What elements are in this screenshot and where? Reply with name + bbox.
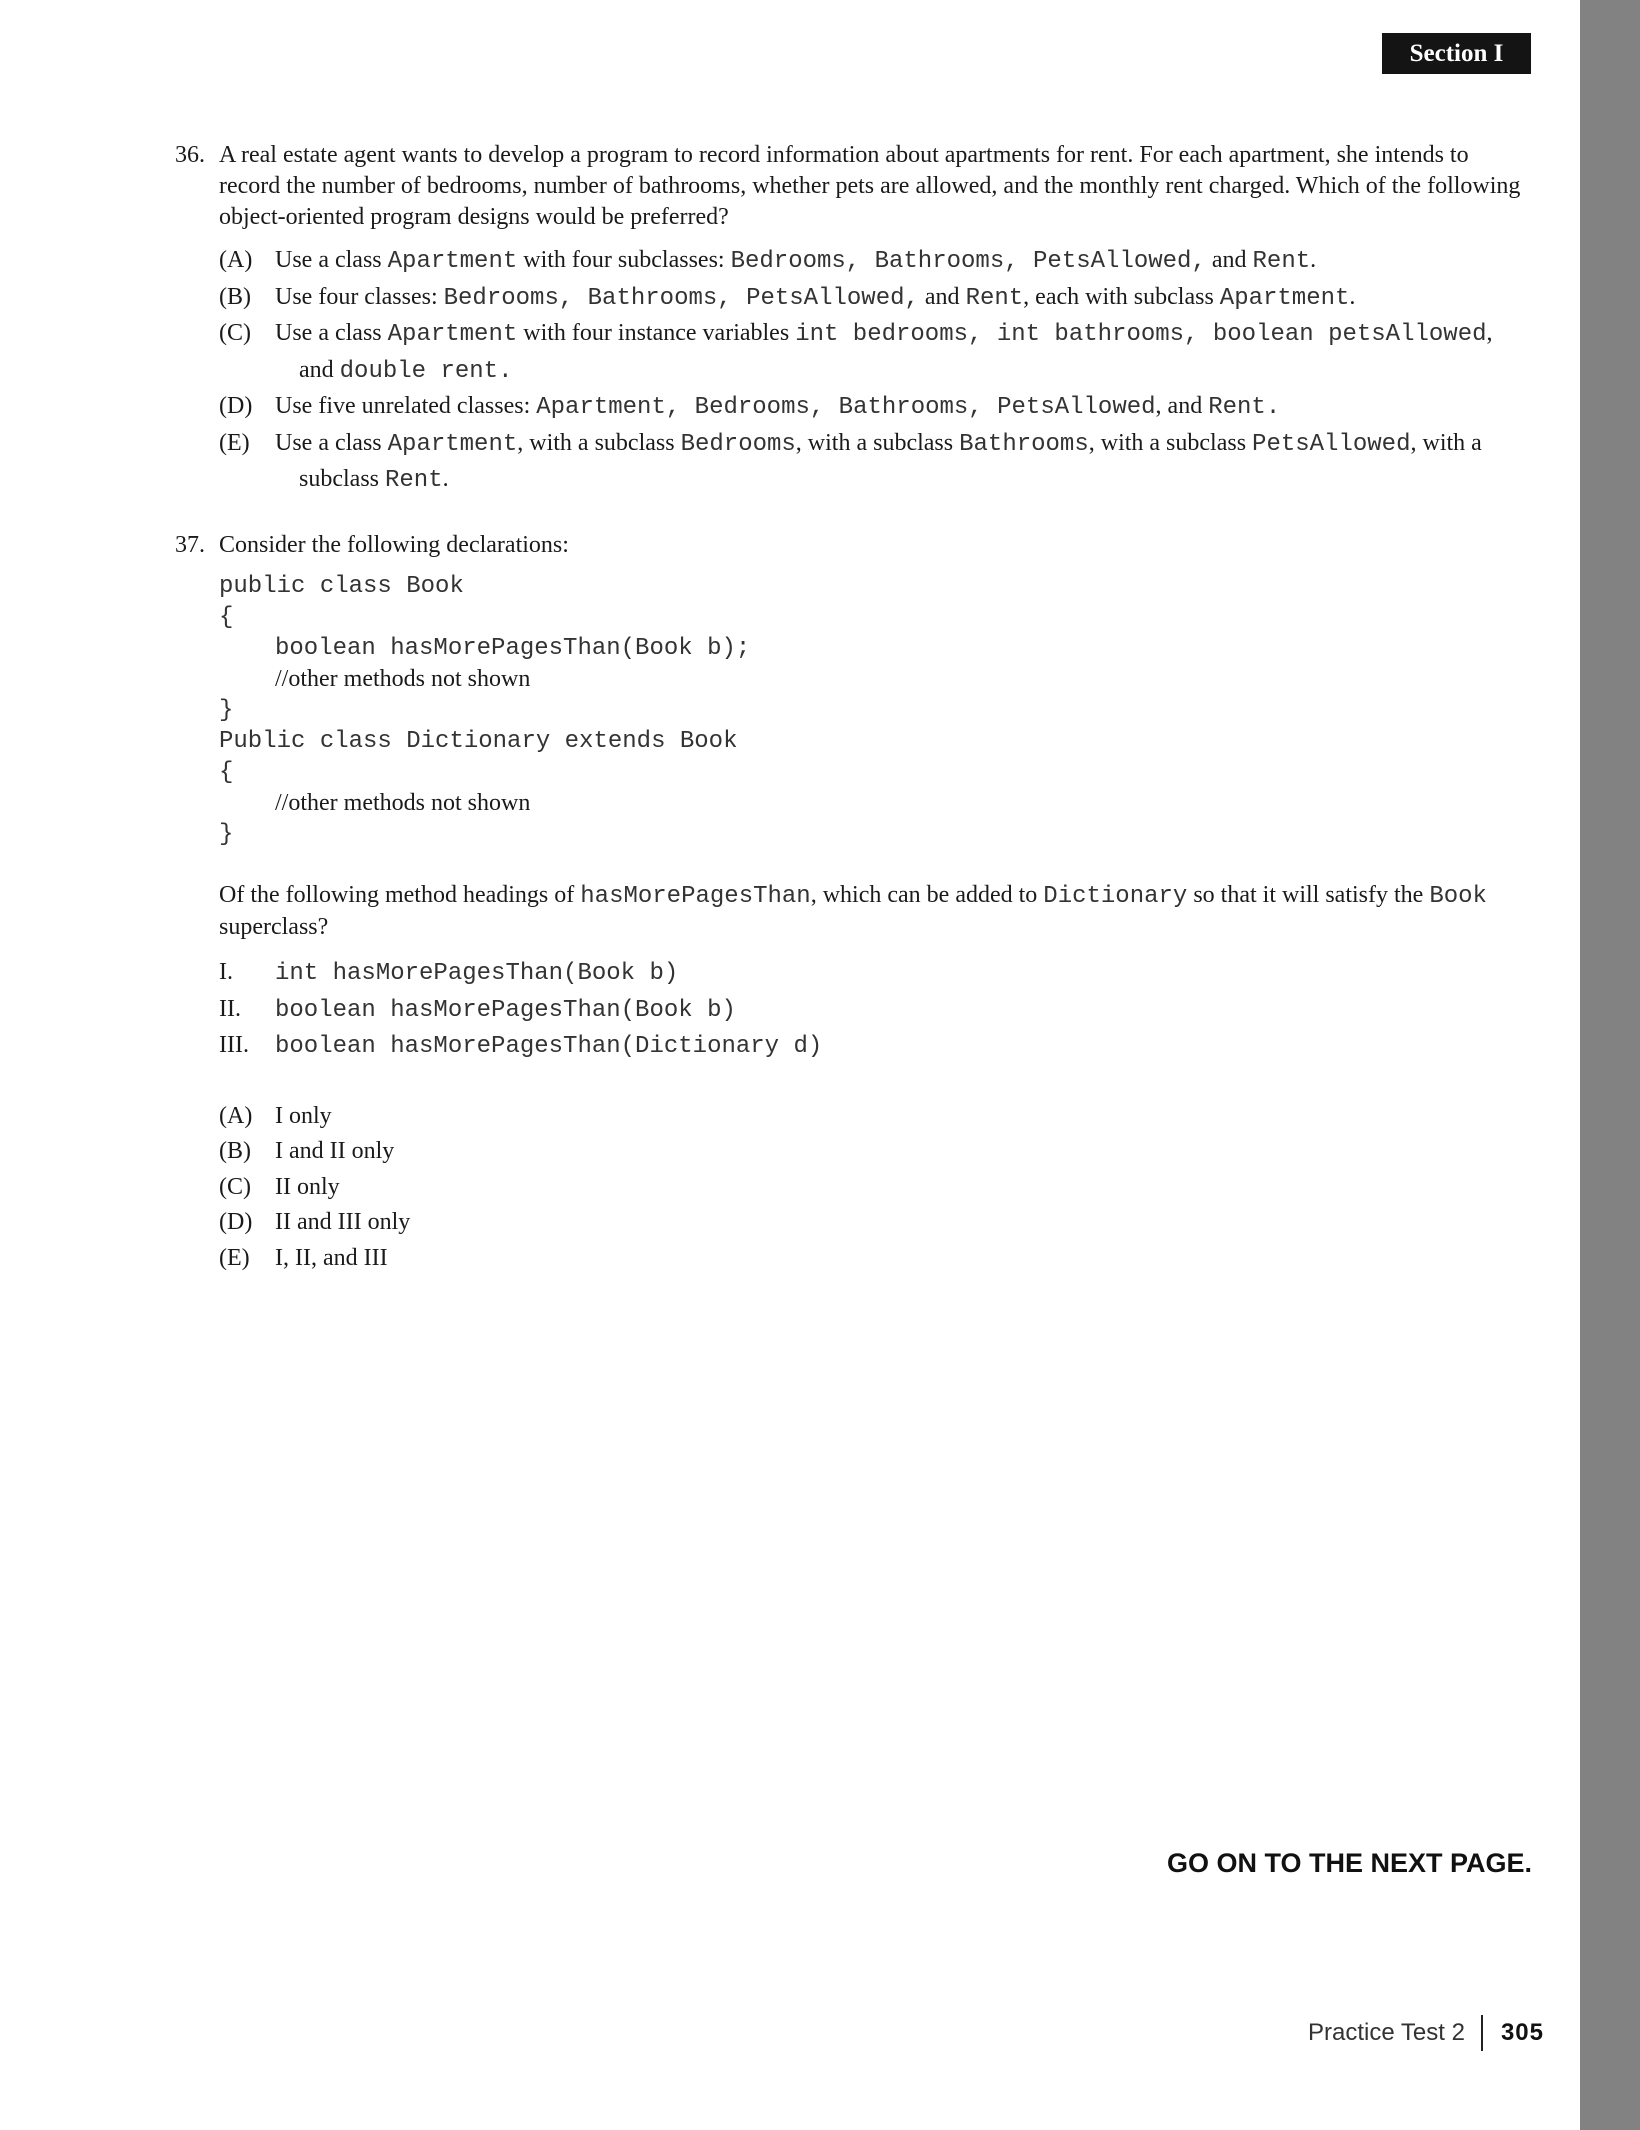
option-text: II only [275, 1173, 340, 1200]
option-text: , with a subclass [1088, 429, 1253, 456]
prompt-text: Of the following method headings of [219, 882, 581, 908]
option-label: (D) [219, 1209, 253, 1235]
option-code: Rent [385, 467, 443, 494]
roman-list [219, 955, 1530, 1065]
option-code: Apartment, Bedrooms, Bathrooms, PetsAllowed [536, 394, 1156, 421]
answer-option-e[interactable] [219, 1241, 1530, 1277]
answer-option-b[interactable] [219, 280, 1530, 317]
footer-label: Practice Test 2 [1307, 2019, 1465, 2046]
option-text: Use four classes: [275, 283, 444, 310]
question-36 [175, 140, 1530, 499]
option-label: (C) [219, 320, 251, 346]
code-line: boolean hasMorePagesThan(Book b); [275, 635, 751, 662]
roman-item [219, 1028, 1530, 1065]
option-label: (E) [219, 1244, 250, 1271]
roman-code: boolean hasMorePagesThan(Book b) [275, 996, 736, 1024]
option-text: Use a class [275, 320, 388, 346]
page-number: 305 [1500, 2019, 1544, 2046]
option-label: (D) [219, 393, 253, 419]
page-footer [1308, 2015, 1544, 2051]
option-label: (B) [219, 283, 251, 310]
code-line: public class Book [219, 573, 464, 600]
option-text: and [918, 283, 966, 310]
option-text: with four subclasses: [517, 247, 731, 273]
option-code: Rent [965, 284, 1024, 312]
answer-option-a[interactable] [219, 243, 1530, 280]
question-number: 37. [175, 532, 205, 558]
answer-option-e[interactable] [219, 426, 1530, 499]
option-text: . [442, 466, 449, 492]
option-text: , each with subclass [1023, 283, 1220, 310]
option-text: Use a class [275, 247, 388, 273]
option-code: int bedrooms, int bathrooms, boolean petsAllowed [795, 321, 1487, 348]
option-text: . [1310, 247, 1317, 273]
answer-option-d[interactable] [219, 1205, 1530, 1241]
option-text: II and III only [275, 1209, 411, 1235]
answer-option-c[interactable] [219, 1170, 1530, 1206]
roman-label: III. [219, 1032, 249, 1058]
option-code: PetsAllowed [1252, 430, 1411, 458]
option-text: , and [1155, 393, 1209, 419]
question-number: 36. [175, 142, 205, 168]
roman-item [219, 955, 1530, 992]
code-line: } [219, 697, 234, 724]
roman-label: II. [219, 995, 241, 1022]
prompt-text: superclass? [219, 914, 329, 940]
option-label: (A) [219, 247, 253, 273]
option-code: Rent [1252, 248, 1311, 275]
option-code: Apartment [387, 248, 518, 275]
option-code: Apartment [1219, 284, 1350, 312]
section-badge: Section I [1382, 33, 1531, 74]
option-text: and [1205, 247, 1253, 273]
code-line: } [219, 821, 234, 848]
code-comment: //other methods not shown [275, 666, 531, 692]
answer-options [219, 1099, 1530, 1277]
option-text: , with a subclass [299, 429, 1482, 492]
prompt-text: so that it will satisfy the [1187, 882, 1430, 908]
page-edge-tab [1580, 0, 1640, 2130]
option-text: , and [299, 320, 1493, 383]
option-text: I only [275, 1102, 332, 1129]
code-line: { [219, 759, 234, 786]
question-prompt [219, 880, 1530, 943]
option-text: , with a subclass [795, 429, 960, 456]
roman-item [219, 992, 1530, 1029]
go-on-next-page: GO ON TO THE NEXT PAGE. [1166, 1848, 1532, 1878]
option-code: Bedrooms, Bathrooms, PetsAllowed, [443, 284, 919, 312]
option-label: (C) [219, 1173, 251, 1200]
option-code: double rent. [339, 357, 513, 385]
answer-option-b[interactable] [219, 1134, 1530, 1170]
option-text: I, II, and III [275, 1244, 388, 1271]
prompt-code: Dictionary [1043, 883, 1188, 910]
option-text: Use five unrelated classes: [275, 393, 537, 419]
question-stem: A real estate agent wants to develop a program to record information about apartments for rent. For each apartment, she intends to record the number of bedrooms, number of bathrooms, whether pets are allowed, and the monthly rent charged. Which of the following object-oriented program designs would be preferred? [219, 142, 1521, 230]
footer-divider [1481, 2015, 1483, 2051]
option-label: (B) [219, 1138, 251, 1164]
answer-option-a[interactable] [219, 1099, 1530, 1135]
prompt-code: hasMorePagesThan [580, 883, 811, 910]
option-text: , with a subclass [517, 429, 681, 456]
code-line: Public class Dictionary extends Book [219, 728, 738, 755]
option-code: Bedrooms [680, 430, 796, 458]
code-block [219, 571, 1530, 850]
option-code: Bathrooms [959, 430, 1089, 458]
answer-option-c[interactable] [219, 316, 1530, 389]
prompt-code: Book [1429, 883, 1487, 910]
option-code: Rent. [1208, 394, 1281, 421]
option-label: (A) [219, 1102, 253, 1129]
option-label: (E) [219, 429, 250, 456]
question-stem: Consider the following declarations: [219, 532, 569, 558]
option-text: Use a class [275, 429, 388, 456]
option-code: Apartment [387, 430, 518, 458]
answer-option-d[interactable] [219, 389, 1530, 426]
option-code: Apartment [387, 321, 518, 348]
roman-label: I. [219, 959, 233, 985]
roman-code: int hasMorePagesThan(Book b) [275, 960, 679, 987]
option-text: I and II only [275, 1138, 395, 1164]
prompt-text: , which can be added to [810, 882, 1044, 908]
answer-options [219, 243, 1530, 499]
code-line: { [219, 604, 234, 631]
code-comment: //other methods not shown [275, 790, 531, 816]
roman-code: boolean hasMorePagesThan(Dictionary d) [275, 1033, 823, 1060]
question-37 [175, 530, 1530, 1276]
option-text: . [1349, 283, 1356, 310]
option-code: Bedrooms, Bathrooms, PetsAllowed, [730, 248, 1206, 275]
option-text: with four instance variables [517, 320, 796, 346]
